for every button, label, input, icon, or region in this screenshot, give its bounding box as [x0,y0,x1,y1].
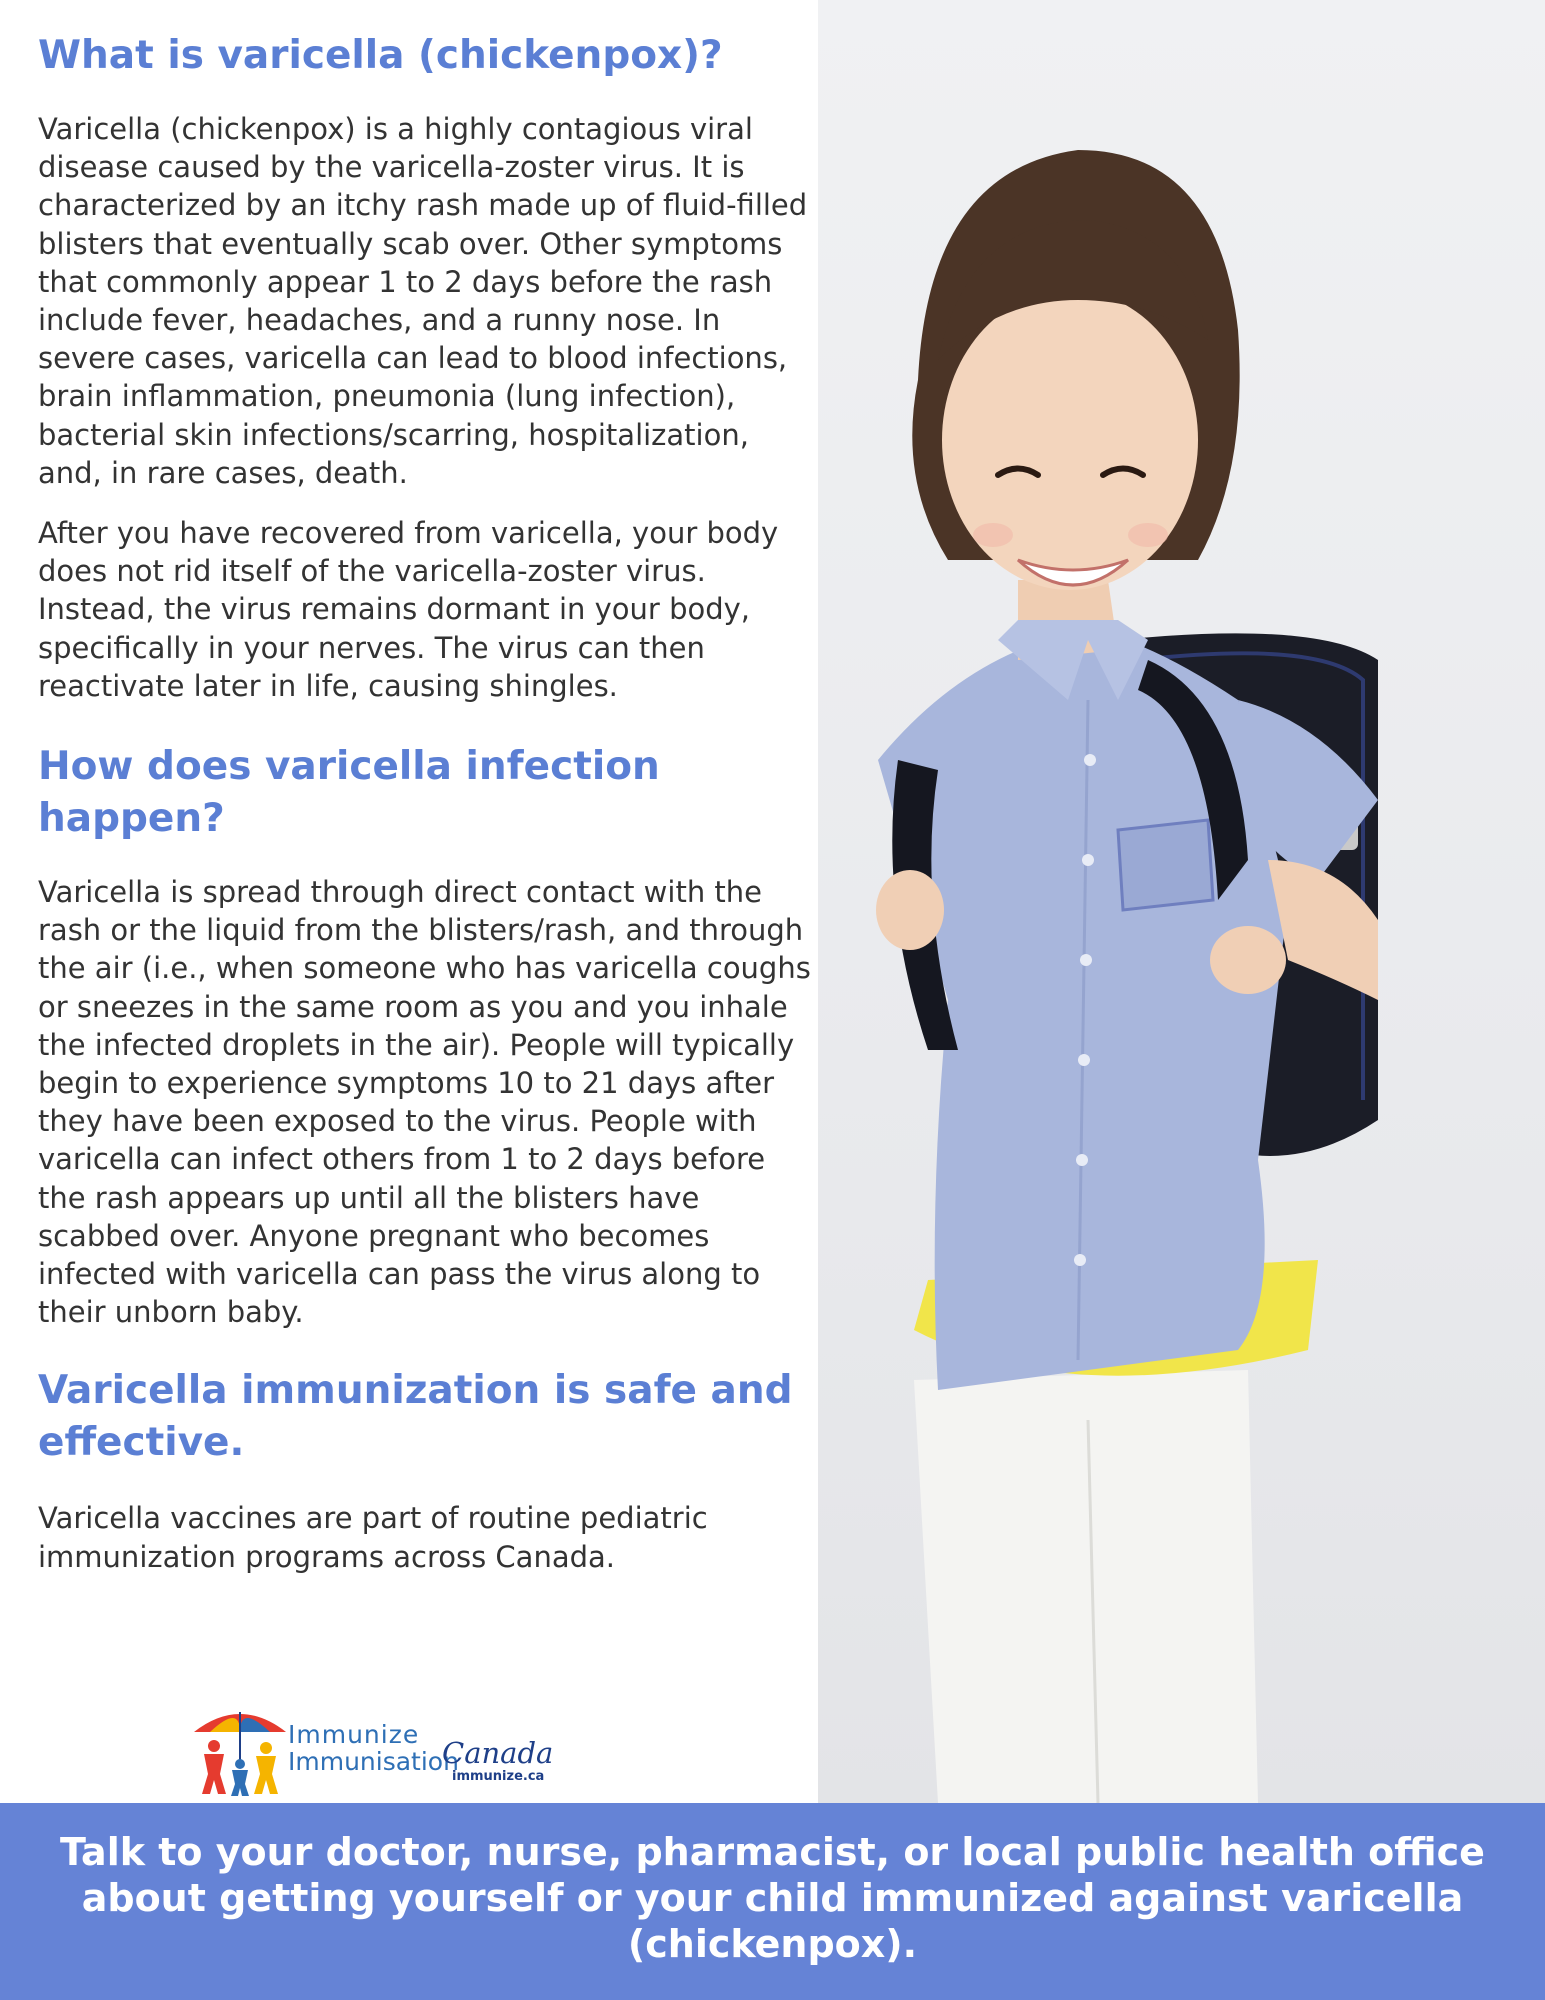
call-to-action-banner [0,1803,1545,2000]
paragraph-varicella-definition: Varicella (chickenpox) is a highly contagious viral disease caused by the varicella-zoster virus. It is characterized by an itchy rash made up of fluid-filled blisters that eventually scab over. Other symptoms that commonly appear 1 to 2 days before the rash include fever, headaches, and a runny nose. In severe cases, varicella can lead to blood infections, brain inflammation, pneumonia (lung infection), bacterial skin infections/scarring, hospitalization, and, in rare cases, death. [38,112,808,490]
immunize-canada-logo [190,1702,580,1797]
logo-text-immunisation: Immunisation [288,1747,459,1776]
article-content [38,30,818,1576]
child-with-backpack-photo [818,0,1545,1803]
umbrella-family-icon [190,1702,290,1797]
child-illustration [818,0,1545,1803]
logo-text-immunize: Immunize [288,1720,420,1749]
heading-immunization-safe: Varicella immunization is safe and effective. [38,1368,793,1466]
paragraph-spread: Varicella is spread through direct contact with the rash or the liquid from the blisters/rash, and through the air (i.e., when someone who has varicella coughs or sneezes in the same room as you and you inhale the infected droplets in the air). People will typically begin to experience symptoms 10 to 21 days after they have been exposed to the virus. People with varicella can infect others from 1 to 2 days before the rash appears up until all the blisters have scabbed over. Anyone pregnant who becomes infected with varicella can pass the virus along to their unborn baby. [38,875,811,1330]
text-column [0,0,818,1803]
banner-text: Talk to your doctor, nurse, pharmacist, or local public health office about getting yourself or your child immunized against varicella (chickenpox). [60,1830,1485,1966]
heading-what-is-varicella: What is varicella (chickenpox)? [38,33,723,78]
paragraph-vaccines-routine: Varicella vaccines are part of routine pediatric immunization programs across Canada. [38,1501,708,1574]
paragraph-after-recovery: After you have recovered from varicella, your body does not rid itself of the varicella-zoster virus. Instead, the virus remains dormant in your body, specifically in your nerves. The virus can then reactivate later in life, causing shingles. [38,516,779,703]
logo-text-canada: Canada [442,1736,554,1770]
logo-text-site: immunize.ca [452,1769,545,1784]
heading-how-infection-happens: How does varicella infection happen? [38,744,660,842]
